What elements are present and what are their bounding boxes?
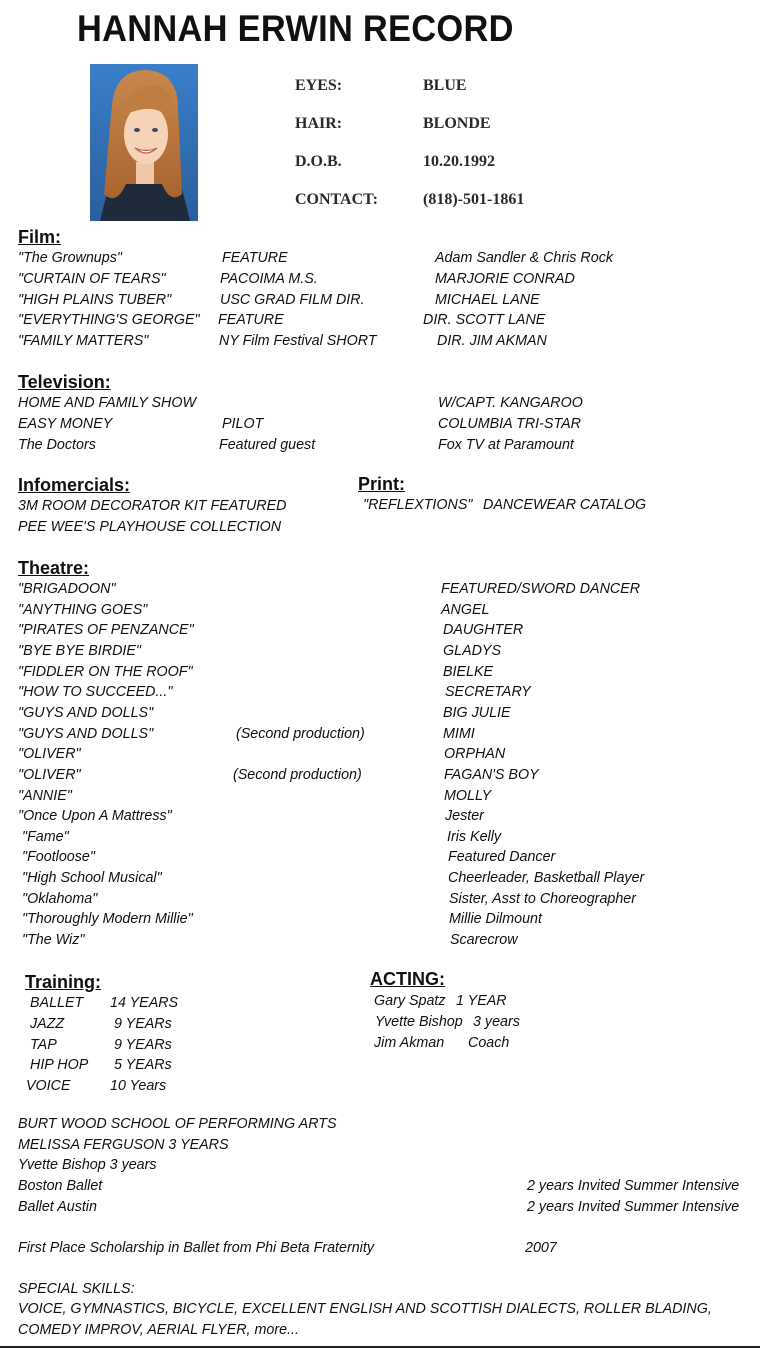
tv-credit: W/CAPT. KANGAROO bbox=[438, 395, 583, 411]
theatre-role: ANGEL bbox=[441, 601, 490, 618]
school-detail: 2 years Invited Summer Intensive bbox=[527, 1198, 740, 1215]
training-duration: 9 YEARs bbox=[114, 1015, 172, 1032]
theatre-show: "PIRATES OF PENZANCE" bbox=[18, 622, 194, 639]
theatre-role: ORPHAN bbox=[444, 746, 506, 763]
theatre-role: Jester bbox=[445, 808, 484, 825]
theatre-role: Iris Kelly bbox=[447, 828, 502, 845]
theatre-role: BIG JULIE bbox=[443, 704, 511, 721]
film-director: Adam Sandler & Chris Rock bbox=[435, 250, 613, 266]
theatre-show: "GUYS AND DOLLS" bbox=[18, 704, 154, 721]
print-description: DANCEWEAR CATALOG bbox=[483, 497, 647, 513]
film-type: FEATURE bbox=[218, 312, 284, 328]
training-duration: 9 YEARs bbox=[114, 1036, 172, 1053]
film-type: FEATURE bbox=[222, 250, 288, 266]
theatre-show: "FIDDLER ON THE ROOF" bbox=[18, 663, 193, 680]
theatre-show: "Thoroughly Modern Millie" bbox=[22, 911, 193, 928]
infomercial-item: PEE WEE'S PLAYHOUSE COLLECTION bbox=[18, 519, 282, 535]
special-skills-line: COMEDY IMPROV, AERIAL FLYER, more... bbox=[18, 1322, 299, 1338]
print-heading: Print: bbox=[358, 474, 405, 494]
hair-value: BLONDE bbox=[423, 115, 491, 132]
contact-value: (818)-501-1861 bbox=[423, 191, 525, 208]
film-director: DIR. JIM AKMAN bbox=[437, 333, 547, 349]
theatre-show: "BRIGADOON" bbox=[18, 581, 116, 597]
film-type: NY Film Festival SHORT bbox=[219, 333, 377, 349]
tv-title: HOME AND FAMILY SHOW bbox=[18, 395, 196, 411]
theatre-show: "OLIVER" bbox=[18, 746, 81, 763]
school-item: Boston Ballet bbox=[18, 1178, 103, 1195]
training-skill: BALLET bbox=[30, 995, 84, 1011]
training-skill: VOICE bbox=[26, 1078, 71, 1095]
theatre-heading: Theatre: bbox=[18, 558, 90, 578]
theatre-show: "ANYTHING GOES" bbox=[18, 601, 148, 618]
theatre-show: "BYE BYE BIRDIE" bbox=[18, 642, 141, 659]
theatre-role: SECRETARY bbox=[445, 684, 531, 701]
theatre-role: Cheerleader, Basketball Player bbox=[448, 870, 645, 887]
bottom-rule bbox=[0, 1346, 760, 1348]
print-title: "REFLEXTIONS" bbox=[363, 497, 473, 513]
theatre-show: "Fame" bbox=[22, 828, 69, 845]
film-director: DIR. SCOTT LANE bbox=[423, 312, 546, 328]
acting-teacher: Gary Spatz bbox=[374, 993, 446, 1009]
page-title: HANNAH ERWIN RECORD bbox=[77, 8, 514, 49]
dob-value: 10.20.1992 bbox=[423, 153, 495, 170]
theatre-show: "Footloose" bbox=[22, 849, 95, 866]
theatre-role: FAGAN'S BOY bbox=[444, 766, 539, 783]
acting-heading: ACTING: bbox=[370, 969, 445, 989]
theatre-show: "High School Musical" bbox=[22, 870, 162, 887]
theatre-role: MIMI bbox=[443, 725, 475, 742]
film-director: MICHAEL LANE bbox=[435, 292, 540, 308]
tv-role: PILOT bbox=[222, 416, 264, 432]
theatre-show: "Once Upon A Mattress" bbox=[18, 808, 172, 825]
training-skill: JAZZ bbox=[30, 1015, 65, 1032]
theatre-role: GLADYS bbox=[443, 642, 502, 659]
school-item: MELISSA FERGUSON 3 YEARS bbox=[18, 1136, 229, 1153]
theatre-show: "ANNIE" bbox=[18, 787, 72, 804]
tv-title: The Doctors bbox=[18, 437, 96, 453]
film-type: USC GRAD FILM DIR. bbox=[220, 292, 365, 308]
theatre-note: (Second production) bbox=[236, 725, 365, 742]
theatre-role: DAUGHTER bbox=[443, 622, 524, 639]
training-duration: 5 YEARs bbox=[114, 1057, 172, 1074]
school-item: BURT WOOD SCHOOL OF PERFORMING ARTS bbox=[18, 1116, 337, 1132]
theatre-show: "The Wiz" bbox=[22, 932, 85, 949]
special-skills-line: VOICE, GYMNASTICS, BICYCLE, EXCELLENT ENGLISH AND SCOTTISH DIALECTS, ROLLER BLADING, bbox=[18, 1301, 712, 1317]
film-title: "FAMILY MATTERS" bbox=[18, 333, 149, 349]
film-title: "HIGH PLAINS TUBER" bbox=[18, 292, 172, 308]
award-text: First Place Scholarship in Ballet from Phi Beta Fraternity bbox=[18, 1240, 374, 1256]
tv-credit: COLUMBIA TRI-STAR bbox=[438, 416, 581, 432]
acting-duration: 3 years bbox=[473, 1013, 520, 1030]
acting-teacher: Jim Akman bbox=[374, 1034, 445, 1051]
tv-credit: Fox TV at Paramount bbox=[438, 437, 574, 453]
training-duration: 10 Years bbox=[110, 1078, 167, 1095]
television-heading: Television: bbox=[18, 372, 111, 392]
eyes-value: BLUE bbox=[423, 77, 467, 94]
theatre-show: "HOW TO SUCCEED..." bbox=[18, 684, 173, 701]
theatre-role: FEATURED/SWORD DANCER bbox=[441, 581, 641, 597]
film-title: "The Grownups" bbox=[18, 250, 122, 266]
dob-label: D.O.B. bbox=[295, 153, 342, 170]
film-title: "CURTAIN OF TEARS" bbox=[18, 271, 166, 287]
acting-duration: Coach bbox=[468, 1034, 510, 1051]
hair-label: HAIR: bbox=[295, 115, 343, 132]
film-type: PACOIMA M.S. bbox=[220, 271, 318, 287]
school-detail: 2 years Invited Summer Intensive bbox=[527, 1178, 740, 1195]
school-item: Yvette Bishop 3 years bbox=[18, 1157, 157, 1174]
theatre-role: Sister, Asst to Choreographer bbox=[449, 890, 637, 907]
theatre-role: MOLLY bbox=[444, 787, 492, 804]
tv-title: EASY MONEY bbox=[18, 416, 113, 432]
infomercials-heading: Infomercials: bbox=[18, 475, 131, 495]
theatre-role: BIELKE bbox=[443, 663, 494, 680]
theatre-show: "GUYS AND DOLLS" bbox=[18, 725, 154, 742]
award-year: 2007 bbox=[525, 1240, 557, 1256]
acting-teacher: Yvette Bishop bbox=[375, 1013, 463, 1030]
theatre-role: Featured Dancer bbox=[448, 849, 556, 866]
infomercial-item: 3M ROOM DECORATOR KIT FEATURED bbox=[18, 498, 287, 514]
training-duration: 14 YEARS bbox=[110, 995, 179, 1011]
theatre-role: Scarecrow bbox=[450, 932, 518, 949]
eyes-label: EYES: bbox=[295, 77, 343, 94]
theatre-show: "Oklahoma" bbox=[22, 890, 98, 907]
film-title: "EVERYTHING'S GEORGE" bbox=[18, 312, 200, 328]
theatre-show: "OLIVER" bbox=[18, 766, 81, 783]
training-skill: TAP bbox=[30, 1036, 57, 1053]
theatre-role: Millie Dilmount bbox=[449, 911, 542, 928]
theatre-note: (Second production) bbox=[233, 766, 362, 783]
film-director: MARJORIE CONRAD bbox=[435, 271, 575, 287]
training-heading: Training: bbox=[25, 972, 101, 992]
special-skills-label: SPECIAL SKILLS: bbox=[18, 1281, 135, 1297]
contact-label: CONTACT: bbox=[295, 191, 378, 208]
film-heading: Film: bbox=[18, 227, 61, 247]
headshot-photo bbox=[90, 64, 198, 221]
training-skill: HIP HOP bbox=[30, 1057, 89, 1074]
tv-role: Featured guest bbox=[219, 437, 316, 453]
acting-duration: 1 YEAR bbox=[456, 993, 507, 1009]
school-item: Ballet Austin bbox=[18, 1198, 97, 1215]
